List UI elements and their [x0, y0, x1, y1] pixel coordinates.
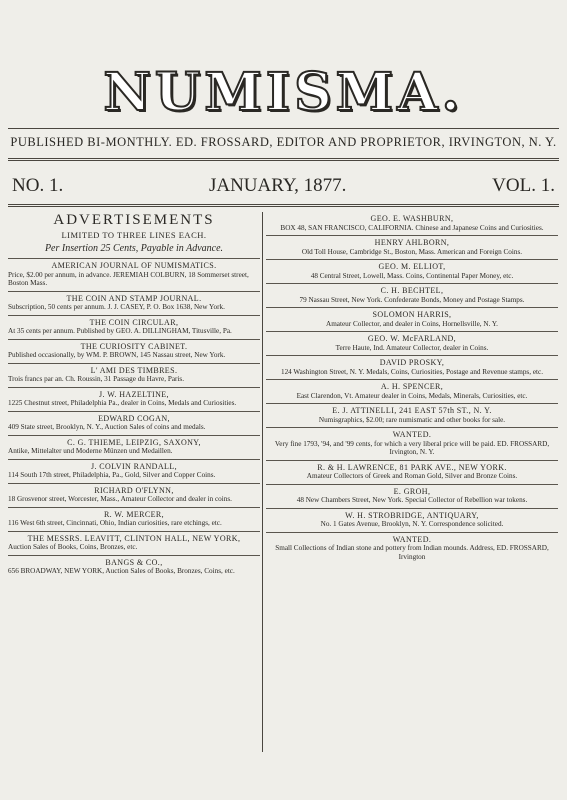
- ad-entry: [266, 508, 558, 532]
- ad-entry: [266, 259, 558, 283]
- ad-entry: [266, 283, 558, 307]
- ad-entry: [8, 555, 260, 579]
- ad-name: GEO. W. McFARLAND,: [367, 334, 457, 343]
- ad-name: BANGS & CO.,: [105, 557, 163, 567]
- ad-name: C. H. BECHTEL,: [380, 286, 444, 295]
- ad-name: GEO. E. WASHBURN,: [370, 214, 454, 223]
- ads-price: Per Insertion 25 Cents, Payable in Advance.: [44, 243, 224, 254]
- masthead-title: NUMISMA.: [103, 62, 464, 123]
- ad-body: Numisgraphics, $2.00; rare numismatic and other books for sale.: [318, 415, 506, 424]
- ad-entry: [266, 403, 558, 427]
- ad-name: E. GROH,: [393, 486, 431, 496]
- issue-number: NO. 1.: [12, 175, 64, 196]
- ad-name: WANTED.: [392, 430, 432, 439]
- ad-body: East Clarendon, Vt. Amateur dealer in Coins, Medals, Minerals, Curiosities, etc.: [296, 391, 528, 400]
- ad-entry: [8, 339, 260, 363]
- ad-name: GEO. M. ELLIOT,: [378, 262, 446, 271]
- ads-heading: ADVERTISEMENTS: [53, 212, 215, 228]
- ad-entry: [8, 483, 260, 507]
- ad-body: 114 South 17th street, Philadelphia, Pa., Gold, Silver and Copper Coins.: [8, 471, 216, 479]
- publine-rule: [8, 158, 559, 161]
- ad-entry: [266, 484, 558, 508]
- ad-entry: [8, 387, 260, 411]
- issue-volume: VOL. 1.: [492, 175, 555, 196]
- ad-entry: [8, 258, 260, 291]
- ad-name: L' AMI DES TIMBRES.: [90, 365, 178, 375]
- ad-body: 48 Central Street, Lowell, Mass. Coins, Continental Paper Money, etc.: [310, 271, 514, 280]
- ad-entry: [8, 315, 260, 339]
- ad-name: THE MESSRS. LEAVITT, CLINTON HALL, NEW YORK,: [27, 533, 241, 543]
- ad-name: WANTED.: [392, 534, 432, 544]
- ad-entry: [266, 460, 558, 484]
- ad-name: THE CURIOSITY CABINET.: [80, 341, 188, 351]
- left-column: [8, 212, 260, 579]
- ad-entry: [266, 355, 558, 379]
- ad-name: AMERICAN JOURNAL OF NUMISMATICS.: [51, 261, 217, 270]
- ad-name: J. W. HAZELTINE,: [99, 389, 169, 399]
- ad-body: 409 State street, Brooklyn, N. Y., Auction Sales of coins and medals.: [8, 423, 206, 431]
- ad-body: Very fine 1793, '94, and '99 cents, for which a very liberal price will be paid. ED. FROSSARD, Irvington, N. Y.: [274, 439, 550, 456]
- ad-name: C. G. THIEME, LEIPZIG, SAXONY,: [67, 437, 201, 447]
- ad-name: THE COIN CIRCULAR,: [89, 317, 179, 327]
- ad-body: Amateur Collector, and dealer in Coins, Hornellsville, N. Y.: [326, 319, 498, 328]
- ad-entry: [8, 507, 260, 531]
- ad-entry: [8, 411, 260, 435]
- ad-body: 18 Grosvenor street, Worcester, Mass., Amateur Collector and dealer in coins.: [8, 495, 232, 503]
- ad-name: W. H. STROBRIDGE, ANTIQUARY,: [345, 510, 479, 520]
- ad-entry: [266, 379, 558, 403]
- publication-line: PUBLISHED BI-MONTHLY. ED. FROSSARD, EDITOR AND PROPRIETOR, IRVINGTON, N. Y.: [10, 135, 557, 149]
- masthead-rule: [8, 128, 559, 129]
- ad-entry: [266, 307, 558, 331]
- issue-date: JANUARY, 1877.: [208, 175, 347, 196]
- ad-entry: [266, 532, 558, 565]
- ad-name: R. & H. LAWRENCE, 81 PARK AVE., NEW YORK.: [317, 462, 507, 472]
- ad-body: Auction Sales of Books, Coins, Bronzes, etc.: [8, 543, 138, 551]
- ad-entry: [8, 459, 260, 483]
- ad-name: R. W. MERCER,: [103, 509, 165, 519]
- ad-name: E. J. ATTINELLI, 241 EAST 57th ST., N. Y.: [332, 406, 492, 415]
- ad-body: Subscription, 50 cents per annum. J. J. CASEY, P. O. Box 1638, New York.: [8, 303, 225, 311]
- ad-body: 124 Washington Street, N. Y. Medals, Coins, Curiosities, Postage and Revenue stamps, etc.: [280, 367, 543, 376]
- column-divider: [262, 212, 263, 752]
- ad-body: Antike, Mittelalter und Moderne Münzen und Medaillen.: [8, 447, 173, 455]
- ad-entry: [8, 531, 260, 555]
- ad-name: DAVID PROSKY,: [379, 358, 445, 367]
- ad-name: EDWARD COGAN,: [98, 413, 170, 423]
- ad-body: BOX 48, SAN FRANCISCO, CALIFORNIA. Chinese and Japanese Coins and Curiosities.: [280, 223, 544, 232]
- ad-body: Price, $2.00 per annum, in advance. JEREMIAH COLBURN, 18 Sommerset street, Boston Mass.: [8, 270, 249, 287]
- ad-entry: [8, 363, 260, 387]
- ad-name: THE COIN AND STAMP JOURNAL.: [66, 293, 202, 303]
- ad-body: 79 Nassau Street, New York. Confederate Bonds, Money and Postage Stamps.: [299, 295, 525, 304]
- ad-body: 1225 Chestnut street, Philadelphia Pa., dealer in Coins, Medals and Curiosities.: [8, 399, 237, 407]
- ad-name: HENRY AHLBORN,: [374, 238, 450, 247]
- ad-entry: [266, 427, 558, 460]
- right-column: [266, 212, 558, 564]
- ad-entry: [266, 212, 558, 235]
- ad-body: Small Collections of Indian stone and pottery from Indian mounds. Address, ED. FROSSARD, Irvington: [275, 544, 549, 561]
- ad-body: Trois francs par an. Ch. Roussin, 31 Passage du Havre, Paris.: [8, 375, 185, 383]
- ad-entry: [8, 435, 260, 459]
- issue-rule: [8, 204, 559, 207]
- ad-body: Terre Haute, Ind. Amateur Collector, dealer in Coins.: [335, 343, 489, 352]
- ad-body: At 35 cents per annum. Published by GEO. A. DILLINGHAM, Titusville, Pa.: [8, 327, 232, 335]
- ad-body: 48 New Chambers Street, New York. Special Collector of Rebellion war tokens.: [296, 496, 528, 504]
- ad-name: A. H. SPENCER,: [380, 382, 444, 391]
- ad-entry: [8, 291, 260, 315]
- ad-entry: [266, 331, 558, 355]
- ad-name: SOLOMON HARRIS,: [372, 310, 452, 319]
- ad-body: No. 1 Gates Avenue, Brooklyn, N. Y. Correspondence solicited.: [320, 520, 504, 528]
- ad-name: J. COLVIN RANDALL,: [90, 461, 178, 471]
- ad-body: 656 BROADWAY, NEW YORK, Auction Sales of Books, Bronzes, Coins, etc.: [8, 567, 235, 575]
- ad-name: RICHARD O'FLYNN,: [94, 485, 174, 495]
- ad-body: 116 West 6th street, Cincinnati, Ohio, Indian curiosities, rare etchings, etc.: [8, 519, 222, 527]
- ad-body: Published occasionally, by WM. P. BROWN, 145 Nassau street, New York.: [8, 351, 226, 359]
- ad-body: Old Toll House, Cambridge St., Boston, Mass. American and Foreign Coins.: [301, 247, 523, 256]
- ad-entry: [266, 235, 558, 259]
- issue-line: [8, 175, 559, 197]
- ads-subheading: LIMITED TO THREE LINES EACH.: [61, 230, 207, 240]
- ad-body: Amateur Collectors of Greek and Roman Gold, Silver and Bronze Coins.: [306, 472, 518, 480]
